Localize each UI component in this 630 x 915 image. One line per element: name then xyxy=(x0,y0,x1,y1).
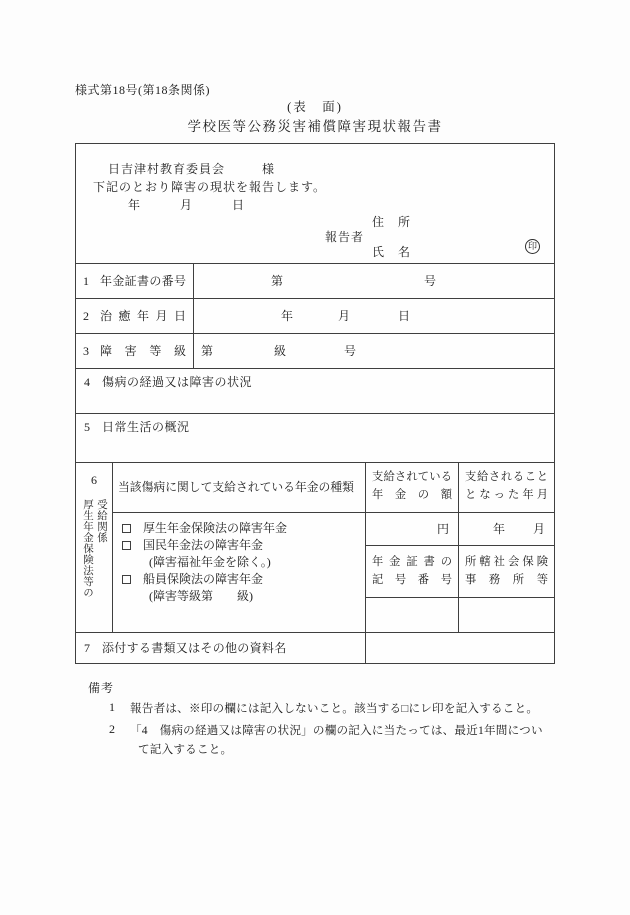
row7-number: 7 xyxy=(84,640,90,655)
grant-date-header-line2: となった年月 xyxy=(465,489,548,501)
insurance-office-header xyxy=(459,546,554,598)
recovery-month-label: 月 xyxy=(338,308,351,323)
cert-number-prefix: 第 xyxy=(271,273,284,288)
row2-label-cell xyxy=(76,299,194,333)
checkbox-kokumin-label: 国民年金法の障害年金 xyxy=(143,538,264,553)
form-header-section xyxy=(76,144,554,263)
cert-symbol-header-line1: 年 金 証 書 の xyxy=(372,556,452,568)
row-pension-cert-number xyxy=(76,263,554,298)
checkbox-senin-pension[interactable] xyxy=(122,575,131,584)
row5-number: 5 xyxy=(84,420,90,434)
attachments-field[interactable] xyxy=(366,633,554,663)
row7-label: 添付する書類又はその他の資料名 xyxy=(102,640,287,655)
pension-option-kokumin xyxy=(122,537,365,554)
row4-label: 傷病の経過又は障害の状況 xyxy=(102,375,253,389)
daily-life-field[interactable] xyxy=(76,414,554,462)
remarks-section xyxy=(88,680,554,759)
insurance-office-field[interactable] xyxy=(459,598,554,632)
row6-vertical-label xyxy=(80,499,108,598)
kokumin-pension-note: (障害福祉年金を除く。) xyxy=(149,555,271,570)
pension-option-kousei xyxy=(122,520,365,537)
remark1-text: 報告者は、※印の欄には記入しないこと。該当する□にレ印を記入すること。 xyxy=(130,702,539,716)
remark2-number: 2 xyxy=(109,722,115,737)
document-title: 学校医等公務災害補償障害現状報告書 xyxy=(187,119,443,134)
pension-option-senin xyxy=(122,571,365,588)
seal-stamp-icon: 印 xyxy=(525,239,540,254)
row2-number: 2 xyxy=(83,308,89,323)
row6-number: 6 xyxy=(91,473,97,487)
pension-amount-field[interactable] xyxy=(366,513,458,546)
pension-amount-header-line2: 年 金 の 額 xyxy=(372,489,452,501)
cert-symbol-header xyxy=(366,546,458,598)
reporter-label: 報告者 xyxy=(325,230,365,244)
grade-number-label: 号 xyxy=(344,343,357,358)
grant-date-column xyxy=(459,463,554,632)
name-label: 氏 名 xyxy=(372,245,412,259)
yen-unit-label: 円 xyxy=(436,521,449,536)
injury-progress-field[interactable] xyxy=(76,369,554,413)
row-pension-relationship xyxy=(76,462,554,632)
row4-number: 4 xyxy=(84,375,90,389)
remark-item-2 xyxy=(88,721,554,759)
declaration-text: 下記のとおり障害の現状を報告します。 xyxy=(93,180,327,194)
row2-label: 治 癒 年 月 日 xyxy=(100,308,186,323)
addressee-honorific: 様 xyxy=(262,162,275,176)
cert-symbol-header-line2: 記 号 番 号 xyxy=(372,574,452,586)
form-number: 様式第18号(第18条関係) xyxy=(75,83,210,97)
grade-prefix: 第 xyxy=(201,343,214,358)
recovery-year-label: 年 xyxy=(281,308,294,323)
row1-label-cell xyxy=(76,264,194,298)
checkbox-kousei-label: 厚生年金保険法の障害年金 xyxy=(143,521,288,536)
row1-number: 1 xyxy=(83,273,89,288)
row6-vertical-label-outer: 厚生年金保険法等の xyxy=(82,499,93,599)
address-label: 住 所 xyxy=(372,215,412,229)
recovery-date-field[interactable] xyxy=(194,299,554,333)
checkbox-kousei-pension[interactable] xyxy=(122,524,131,533)
row3-label-cell xyxy=(76,334,194,368)
pension-type-column xyxy=(113,463,366,632)
row5-label: 日常生活の概況 xyxy=(102,420,190,434)
grant-date-header xyxy=(459,463,554,513)
row-attachments xyxy=(76,632,554,663)
face-side-label: (表 面) xyxy=(287,100,343,114)
remark1-number: 1 xyxy=(109,700,115,715)
row3-label: 障 害 等 級 xyxy=(100,343,186,358)
pension-amount-column xyxy=(366,463,459,632)
row6-side-label-cell xyxy=(76,463,113,632)
insurance-office-header-line1: 所轄社会保険 xyxy=(465,556,548,568)
checkbox-senin-label: 船員保険法の障害年金 xyxy=(143,572,264,587)
report-form-table xyxy=(75,143,555,664)
pension-type-header: 当該傷病に関して支給されている年金の種類 xyxy=(113,463,365,513)
cert-symbol-field[interactable] xyxy=(366,598,458,632)
insurance-office-header-line2: 事 務 所 等 xyxy=(465,574,548,586)
grant-month-label: 月 xyxy=(532,521,545,536)
pension-amount-header xyxy=(366,463,458,513)
row6-vertical-label-inner: 受給関係 xyxy=(96,499,107,544)
grade-class-label: 級 xyxy=(274,343,287,358)
disability-grade-field[interactable] xyxy=(194,334,554,368)
recovery-day-label: 日 xyxy=(398,308,411,323)
row-disability-grade xyxy=(76,333,554,368)
cert-number-suffix: 号 xyxy=(424,273,437,288)
checkbox-kokumin-pension[interactable] xyxy=(122,541,131,550)
grant-date-field[interactable] xyxy=(459,513,554,546)
remark2-text: 「4 傷病の経過又は障害の状況」の欄の記入に当たっては、最近1年間について記入すること。 xyxy=(130,724,543,757)
senin-pension-note: (障害等級第 級) xyxy=(149,589,253,604)
row-daily-life xyxy=(76,413,554,462)
pension-amount-header-line1: 支給されている xyxy=(372,471,452,483)
row1-label: 年金証書の番号 xyxy=(100,273,186,288)
addressee-name: 日吉津村教育委員会 xyxy=(108,162,226,176)
row-injury-progress xyxy=(76,368,554,413)
row-recovery-date xyxy=(76,298,554,333)
report-date-field[interactable]: 年 月 日 xyxy=(128,198,246,212)
pension-type-options xyxy=(113,513,365,632)
grant-date-header-line1: 支給されること xyxy=(465,471,548,483)
row3-number: 3 xyxy=(83,343,89,358)
grant-year-label: 年 xyxy=(492,521,505,536)
remarks-title: 備考 xyxy=(88,681,115,695)
row7-label-cell xyxy=(76,633,366,663)
pension-cert-number-field[interactable] xyxy=(194,264,554,298)
remark-item-1 xyxy=(88,699,554,718)
